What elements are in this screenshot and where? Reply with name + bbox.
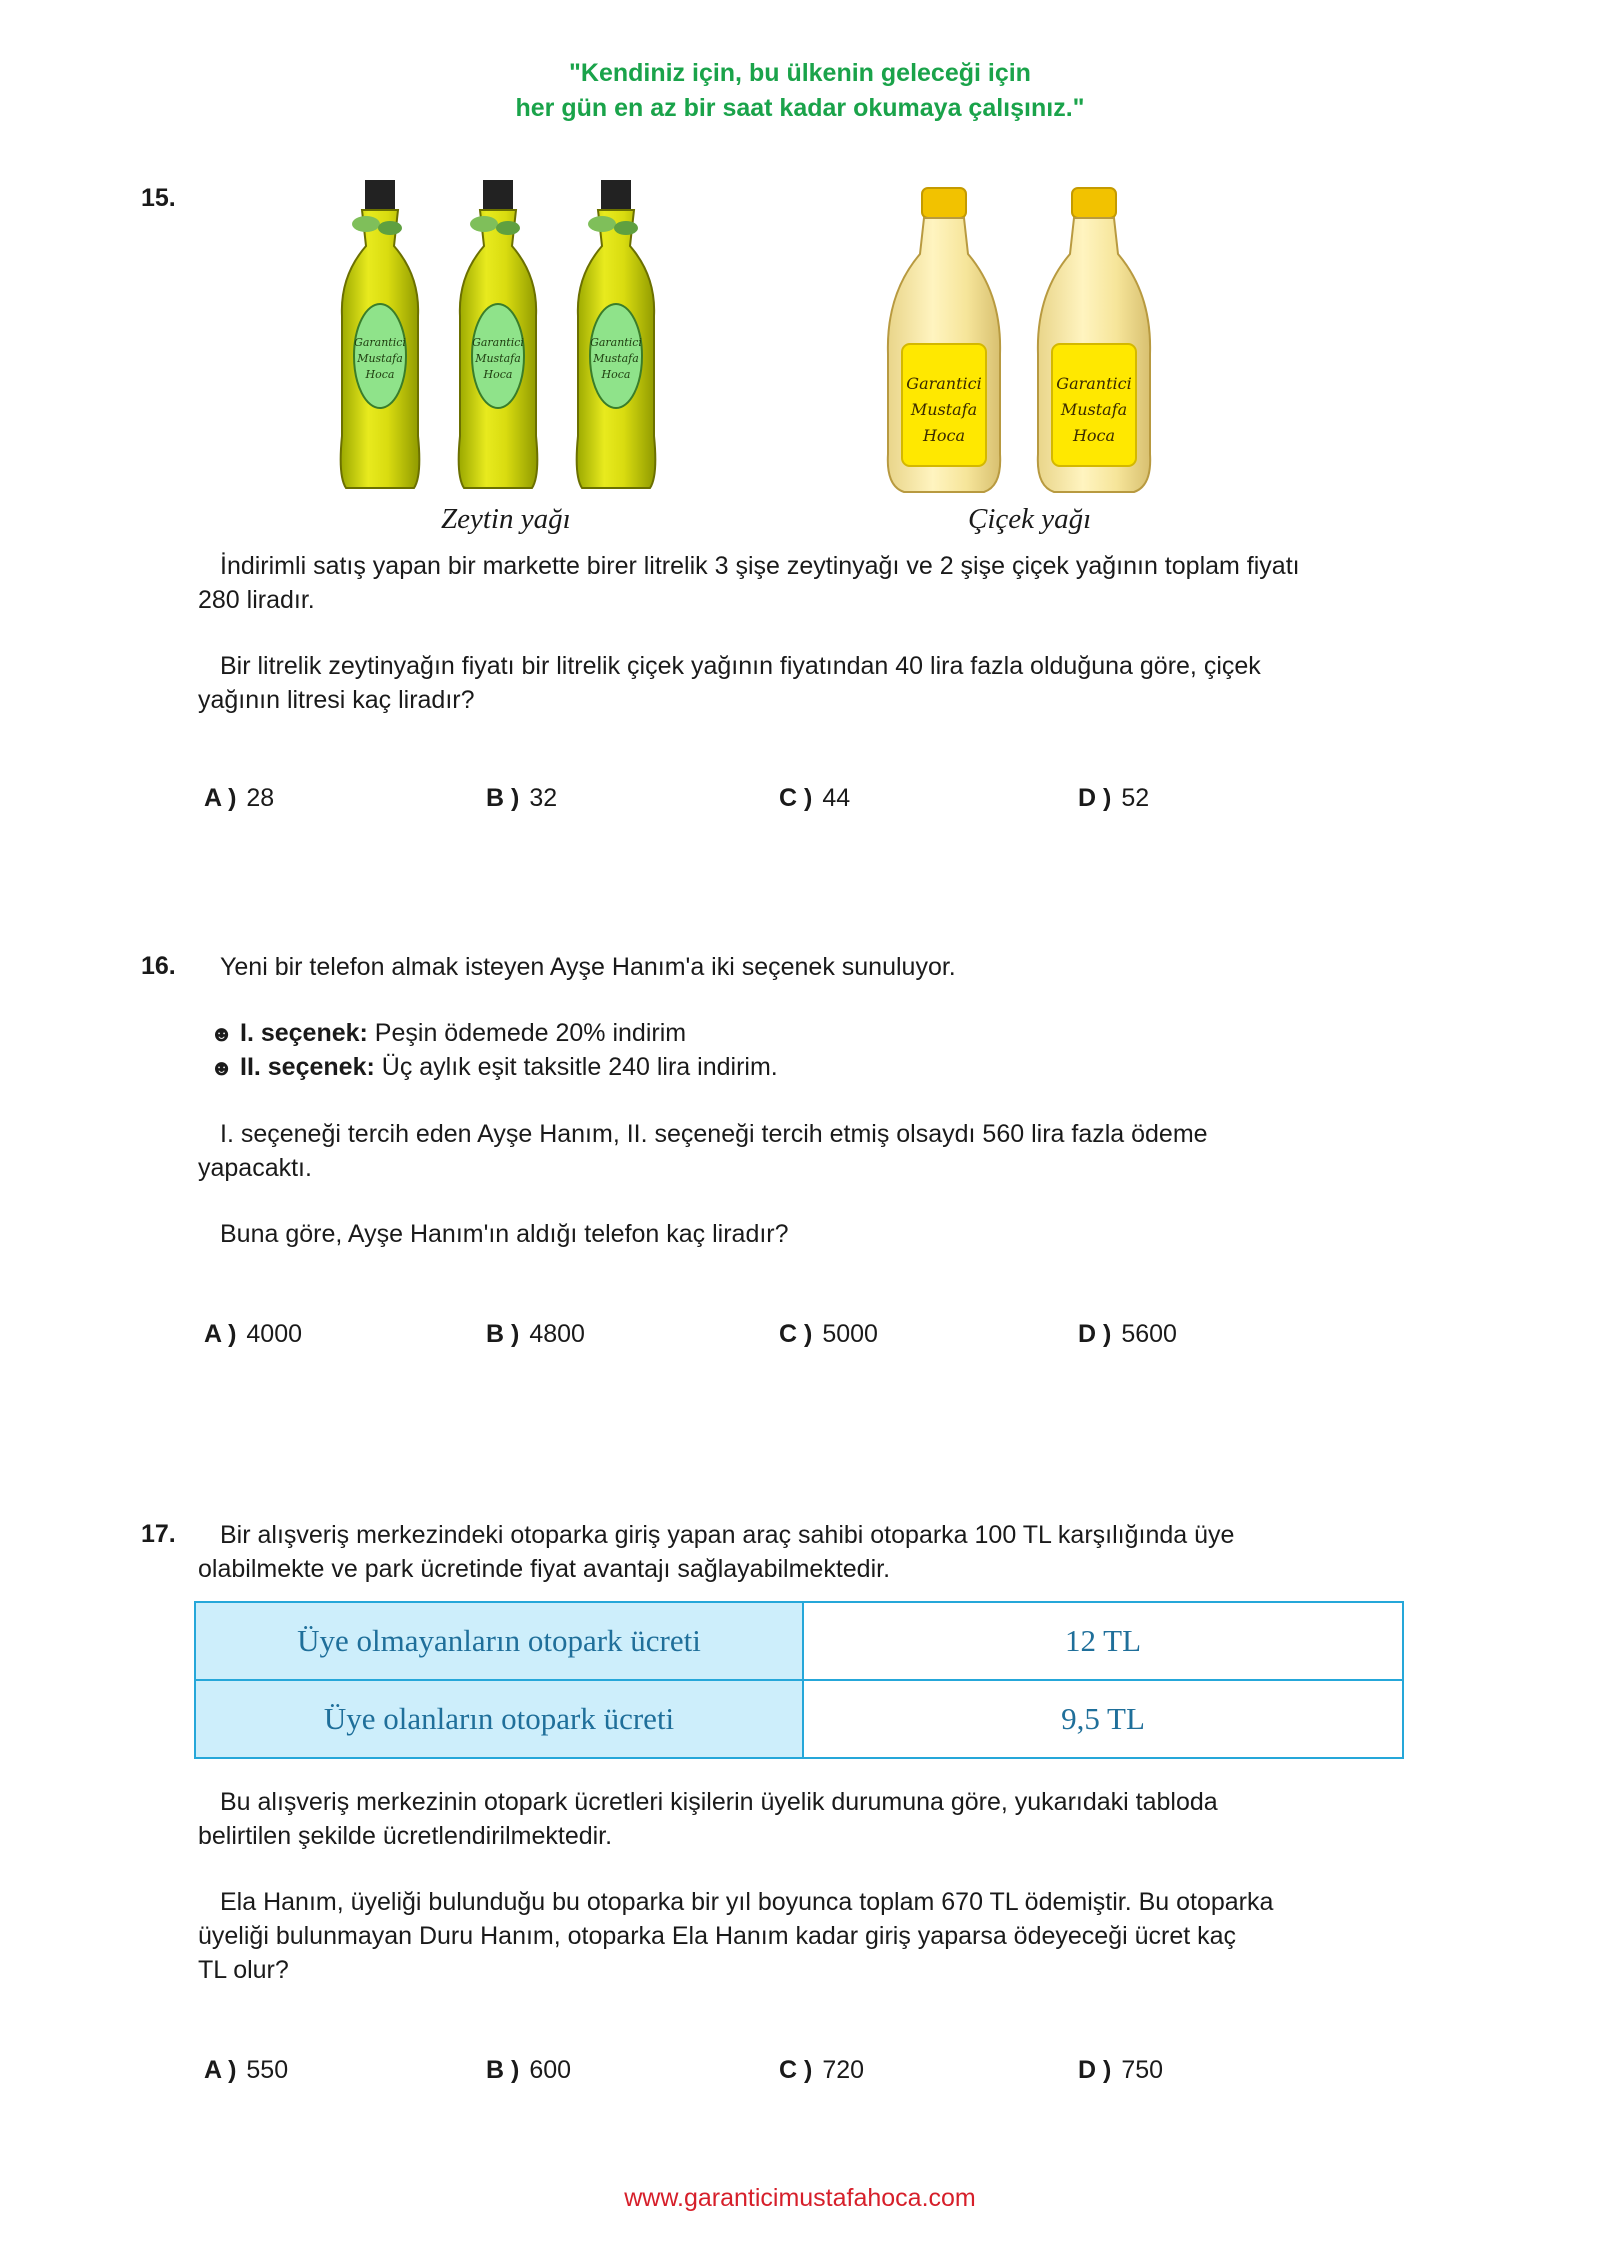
svg-text:Mustafa: Mustafa: [593, 352, 639, 365]
answer-option-d[interactable]: D ) 52: [1078, 784, 1150, 812]
answer-option-a[interactable]: A ) 550: [204, 2056, 289, 2084]
question-number: 16.: [141, 952, 176, 980]
svg-text:Mustafa: Mustafa: [910, 400, 978, 419]
answer-option-d[interactable]: D ) 750: [1078, 2056, 1164, 2084]
answer-option-d[interactable]: D ) 5600: [1078, 1320, 1177, 1348]
q16-paragraph2: Buna göre, Ayşe Hanım'ın aldığı telefon kaç liradır?: [220, 1220, 789, 1248]
svg-text:Garantici: Garantici: [354, 336, 406, 349]
answer-option-c[interactable]: C ) 720: [779, 2056, 865, 2084]
q15-paragraph1-line2: 280 liradır.: [198, 586, 315, 614]
svg-text:Garantici: Garantici: [1056, 374, 1132, 393]
svg-text:Hoca: Hoca: [365, 368, 395, 381]
caption-olive-oil: Zeytin yağı: [441, 503, 571, 535]
smiley-bullet-icon: ☻: [210, 1021, 234, 1046]
table-row: [195, 1602, 1403, 1680]
olive-bottle-3: [577, 180, 656, 488]
q15-paragraph2-line2: yağının litresi kaç liradır?: [198, 686, 475, 714]
svg-text:Garantici: Garantici: [590, 336, 642, 349]
svg-text:Mustafa: Mustafa: [1060, 400, 1128, 419]
caption-sunflower-oil: Çiçek yağı: [968, 503, 1092, 535]
footer-website-link[interactable]: www.garanticimustafahoca.com: [624, 2184, 976, 2212]
parking-fee-table: [194, 1601, 1404, 1759]
q17-intro-line1: Bir alışveriş merkezindeki otoparka giriş yapan araç sahibi otoparka 100 TL karşılığında üye: [220, 1521, 1235, 1549]
q17-paragraph2-line2: üyeliği bulunmayan Duru Hanım, otoparka Ela Hanım kadar giriş yaparsa ödeyeceği ücret kaç: [198, 1922, 1237, 1950]
q17-paragraph1-line1: Bu alışveriş merkezinin otopark ücretleri kişilerin üyelik durumuna göre, yukarıdaki tabloda: [220, 1788, 1218, 1816]
svg-text:Mustafa: Mustafa: [357, 352, 403, 365]
q15-paragraph2-line1: Bir litrelik zeytinyağın fiyatı bir litrelik çiçek yağının fiyatından 40 lira fazla olduğuna göre, çiçek: [220, 652, 1261, 680]
sunflower-bottle-1: [888, 188, 1000, 492]
svg-text:Hoca: Hoca: [601, 368, 631, 381]
svg-text:Garantici: Garantici: [906, 374, 982, 393]
svg-text:Hoca: Hoca: [483, 368, 513, 381]
table-row: [195, 1680, 1403, 1758]
table-cell-value: 9,5 TL: [803, 1680, 1403, 1758]
olive-bottle-2: [459, 180, 538, 488]
q15-paragraph1-line1: İndirimli satış yapan bir markette birer litrelik 3 şişe zeytinyağı ve 2 şişe çiçek yağının toplam fiyatı: [220, 552, 1300, 580]
svg-text:Mustafa: Mustafa: [475, 352, 521, 365]
q17-paragraph2-line1: Ela Hanım, üyeliği bulunduğu bu otoparka bir yıl boyunca toplam 670 TL ödemiştir. Bu otoparka: [220, 1888, 1274, 1916]
q16-paragraph1-line2: yapacaktı.: [198, 1154, 312, 1182]
answer-option-a[interactable]: A ) 28: [204, 784, 275, 812]
answer-option-c[interactable]: C ) 5000: [779, 1320, 878, 1348]
olive-oil-bottles-image: [330, 176, 680, 496]
table-cell-label: Üye olmayanların otopark ücreti: [195, 1602, 803, 1680]
q16-paragraph1-line1: I. seçeneği tercih eden Ayşe Hanım, II. seçeneği tercih etmiş olsaydı 560 lira fazla ödeme: [220, 1120, 1208, 1148]
q17-intro-line2: olabilmekte ve park ücretinde fiyat avantajı sağlayabilmektedir.: [198, 1555, 891, 1583]
question-number: 15.: [141, 184, 176, 212]
smiley-bullet-icon: ☻: [210, 1055, 234, 1080]
table-cell-label: Üye olanların otopark ücreti: [195, 1680, 803, 1758]
svg-text:Hoca: Hoca: [1072, 426, 1116, 445]
question-number: 17.: [141, 1520, 176, 1548]
olive-bottle-1: [341, 180, 420, 488]
table-cell-value: 12 TL: [803, 1602, 1403, 1680]
q16-bullet-2: ☻ II. seçenek: Üç aylık eşit taksitle 240 lira indirim.: [210, 1050, 778, 1085]
q17-paragraph1-line2: belirtilen şekilde ücretlendirilmektedir.: [198, 1822, 613, 1850]
answer-option-c[interactable]: C ) 44: [779, 784, 851, 812]
q16-intro: Yeni bir telefon almak isteyen Ayşe Hanım'a iki seçenek sunuluyor.: [220, 953, 956, 981]
q17-paragraph2-line3: TL olur?: [198, 1956, 289, 1984]
svg-text:Hoca: Hoca: [922, 426, 966, 445]
header-quote-line2: her gün en az bir saat kadar okumaya çalışınız.": [515, 94, 1085, 122]
sunflower-oil-bottles-image: [884, 184, 1174, 496]
sunflower-bottle-2: [1038, 188, 1150, 492]
q16-bullet-1: ☻ I. seçenek: Peşin ödemede 20% indirim: [210, 1016, 686, 1051]
answer-option-b[interactable]: B ) 32: [486, 784, 558, 812]
svg-text:Garantici: Garantici: [472, 336, 524, 349]
answer-option-a[interactable]: A ) 4000: [204, 1320, 303, 1348]
answer-option-b[interactable]: B ) 4800: [486, 1320, 585, 1348]
header-quote-line1: "Kendiniz için, bu ülkenin geleceği için: [569, 59, 1031, 87]
answer-option-b[interactable]: B ) 600: [486, 2056, 572, 2084]
